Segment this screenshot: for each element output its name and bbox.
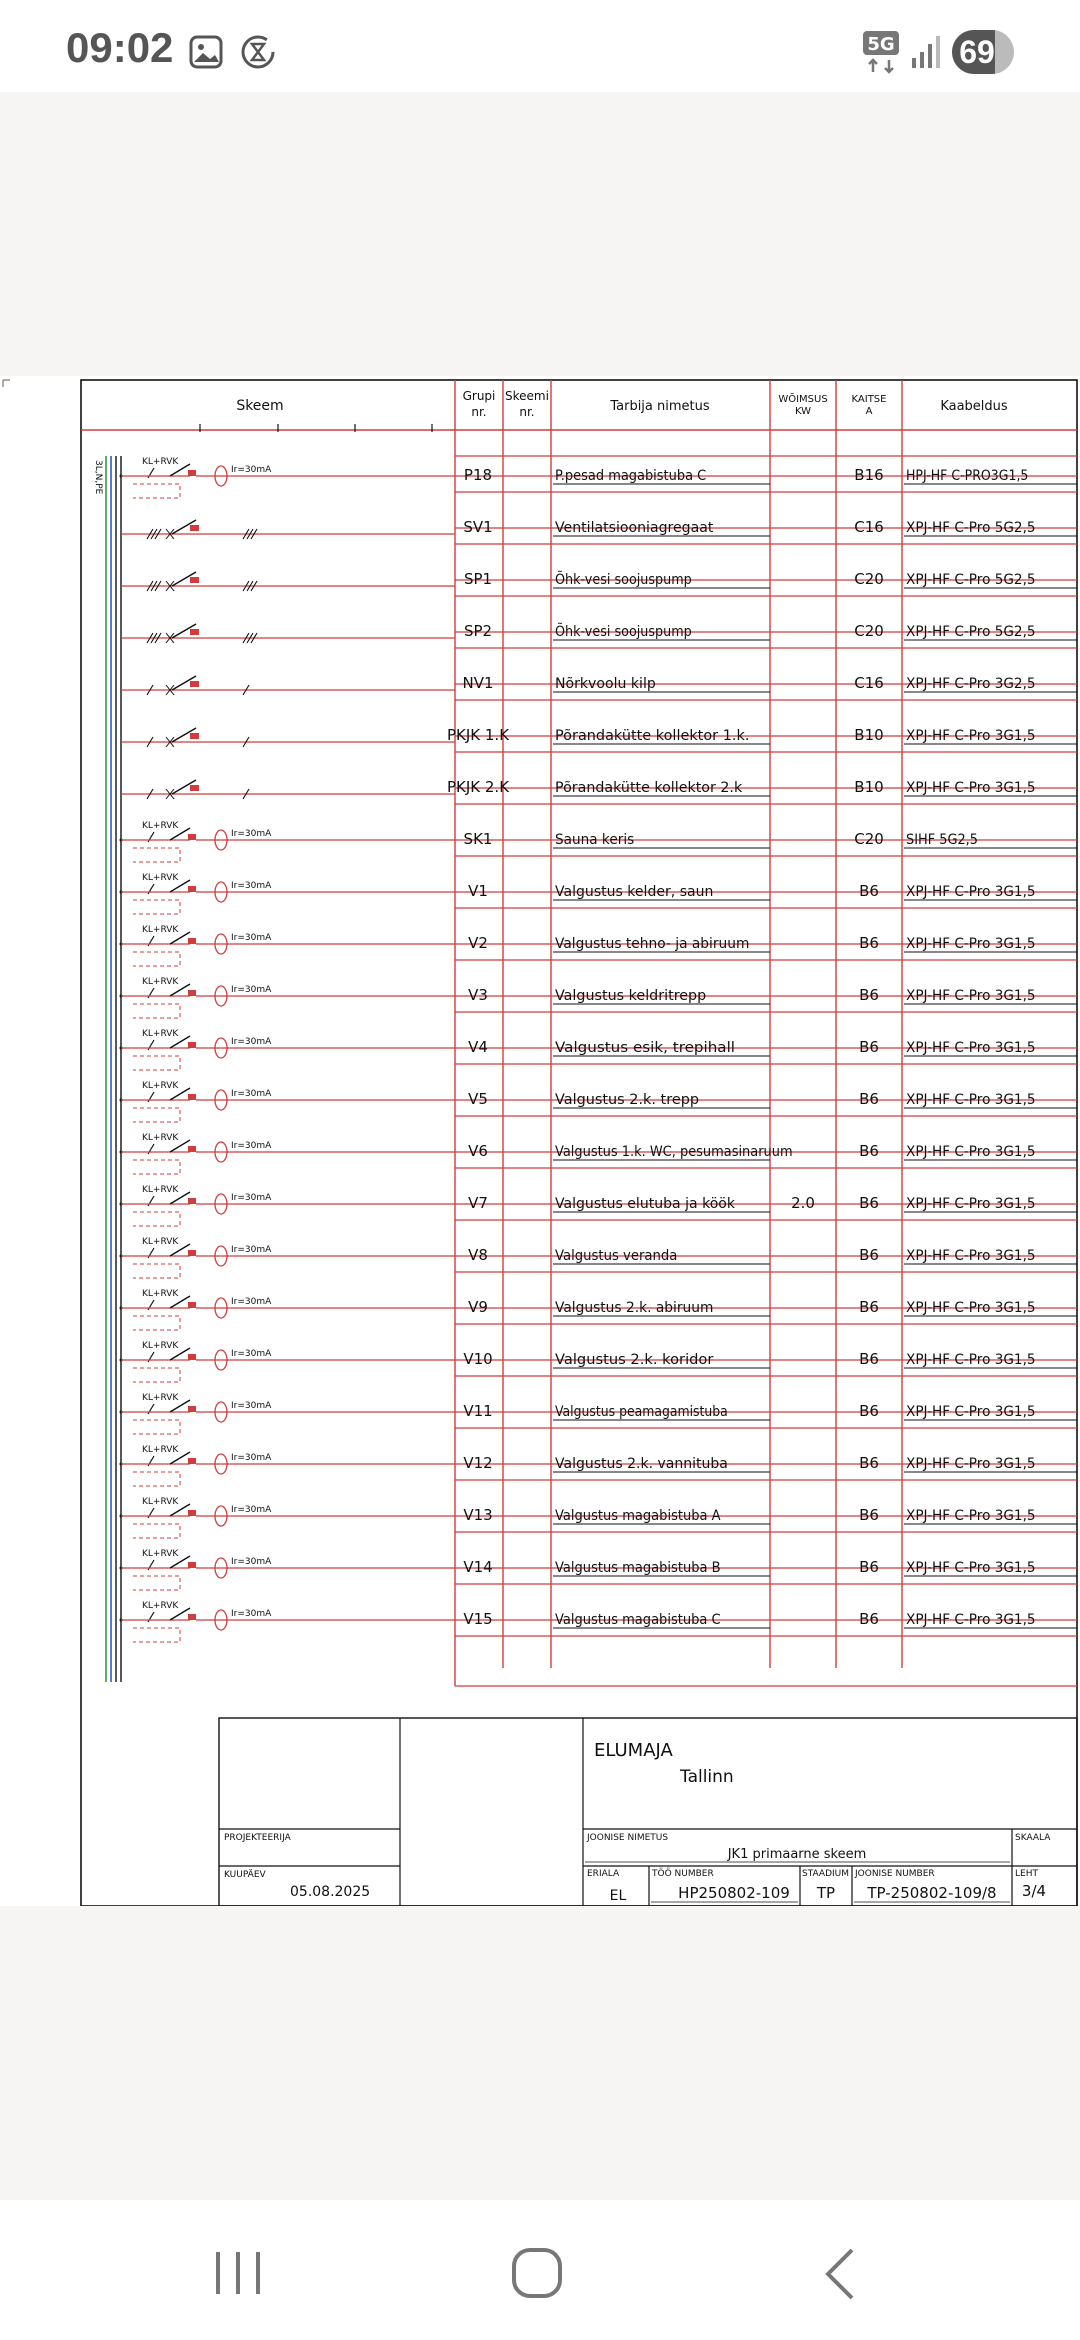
schematic-drawing	[0, 376, 1080, 1906]
header-voimsus: WÕIMSUS	[778, 394, 828, 405]
breaker-label: KL+RVK	[142, 925, 179, 935]
consumer-name: Valgustus 2.k. koridor	[555, 1352, 714, 1368]
fuse-rating: B16	[854, 466, 884, 484]
group-number: V9	[468, 1298, 488, 1316]
consumer-name: Ventilatsiooniagregaat	[555, 520, 714, 536]
rcd-label: Ir=30mA	[231, 1089, 272, 1099]
rcd-link	[133, 1264, 180, 1278]
switch-symbol	[190, 577, 199, 583]
breaker-label: KL+RVK	[142, 1081, 179, 1091]
home-icon[interactable]	[510, 2246, 566, 2300]
header-voimsus-kw: KW	[794, 406, 812, 417]
cable-type: XPJ-HF C-Pro 3G1,5	[906, 1508, 1036, 1524]
breaker-label: KL+RVK	[142, 1341, 179, 1351]
cable-type: HPJ-HF C-PRO3G1,5	[906, 468, 1029, 484]
rcd-label: Ir=30mA	[231, 829, 272, 839]
fuse-rating: B6	[859, 1038, 879, 1056]
cable-type: XPJ-HF C-Pro 3G1,5	[906, 936, 1036, 952]
group-number: V15	[463, 1610, 493, 1628]
cable-type: XPJ-HF C-Pro 3G1,5	[906, 1040, 1036, 1056]
cable-type: XPJ-HF C-Pro 3G1,5	[906, 1248, 1036, 1264]
object-location: Tallinn	[680, 1767, 734, 1787]
fuse-rating: C20	[854, 830, 884, 848]
consumer-name: Valgustus 2.k. abiruum	[555, 1300, 714, 1316]
header-grupi: Grupi	[462, 389, 496, 403]
fuse-rating: B6	[859, 1090, 879, 1108]
fuse-rating: B6	[859, 1298, 879, 1316]
fuse-rating: B6	[859, 1506, 879, 1524]
cable-type: XPJ-HF C-Pro 5G2,5	[906, 572, 1036, 588]
rcd-label: Ir=30mA	[231, 1245, 272, 1255]
breaker-label: KL+RVK	[142, 1601, 179, 1611]
rcd-link	[133, 1576, 180, 1590]
fuse-rating: B6	[859, 1610, 879, 1628]
fuse-rating: B6	[859, 1454, 879, 1472]
fuse-rating: B6	[859, 1142, 879, 1160]
group-number: V12	[463, 1454, 493, 1472]
viewer-background-bottom	[0, 1906, 1080, 2200]
leht-value: 3/4	[1021, 1882, 1047, 1900]
consumer-name: Valgustus esik, trepihall	[555, 1040, 735, 1056]
circuit-rows	[120, 457, 1078, 1642]
consumer-name: Valgustus magabistuba C	[555, 1612, 721, 1628]
group-number: V2	[468, 934, 488, 952]
joonise-number-label: JOONISE NUMBER	[855, 1869, 935, 1879]
group-number: V3	[468, 986, 488, 1004]
breaker-label: KL+RVK	[142, 1549, 179, 1559]
fuse-rating: C20	[854, 622, 884, 640]
title-block	[219, 1718, 1077, 1906]
breaker-label: KL+RVK	[142, 873, 179, 883]
busbars	[93, 456, 121, 1682]
breaker-symbol	[188, 938, 196, 944]
group-number: NV1	[462, 674, 494, 692]
breaker-label: KL+RVK	[142, 1133, 179, 1143]
group-number: P18	[463, 466, 493, 484]
header-tarbija: Tarbija nimetus	[610, 399, 710, 414]
viewer-background	[0, 92, 1080, 380]
rcd-label: Ir=30mA	[231, 881, 272, 891]
cable-type: XPJ-HF C-Pro 3G1,5	[906, 1300, 1036, 1316]
header-kaitse: KAITSE	[851, 394, 887, 405]
rcd-link	[133, 1472, 180, 1486]
breaker-label: KL+RVK	[142, 821, 179, 831]
rcd-label: Ir=30mA	[231, 1037, 272, 1047]
object-name: ELUMAJA	[594, 1740, 673, 1761]
cable-type: XPJ-HF C-Pro 5G2,5	[906, 520, 1036, 536]
consumer-name: Õhk-vesi soojuspump	[555, 624, 705, 640]
fuse-rating: B6	[859, 1558, 879, 1576]
cable-type: XPJ-HF C-Pro 3G1,5	[906, 1196, 1036, 1212]
rcd-label: Ir=30mA	[231, 985, 272, 995]
eriala-label: ERIALA	[587, 1869, 620, 1879]
breaker-symbol	[188, 990, 196, 996]
cable-type: XPJ-HF C-Pro 3G1,5	[906, 1404, 1036, 1420]
table-row	[121, 622, 1077, 643]
cable-type: XPJ-HF C-Pro 3G1,5	[906, 1352, 1036, 1368]
rcd-label: Ir=30mA	[231, 1557, 272, 1567]
cable-type: XPJ-HF C-Pro 3G1,5	[906, 780, 1036, 796]
rcd-link	[133, 952, 180, 966]
group-number: V11	[463, 1402, 493, 1420]
breaker-label: KL+RVK	[142, 457, 179, 467]
kuupaev-value: 05.08.2025	[290, 1884, 371, 1900]
power-value: 2.0	[791, 1194, 815, 1212]
rcd-link	[133, 1212, 180, 1226]
switch-symbol	[190, 629, 199, 635]
switch-symbol	[190, 525, 199, 531]
eriala-value: EL	[609, 1888, 627, 1904]
group-number: SP1	[463, 570, 493, 588]
table-row	[121, 726, 1077, 747]
rcd-label: Ir=30mA	[231, 1297, 272, 1307]
rcd-label: Ir=30mA	[231, 465, 272, 475]
consumer-name: Valgustus elutuba ja köök	[555, 1196, 736, 1212]
projekteerija-label: PROJEKTEERIJA	[224, 1833, 291, 1843]
cable-type: XPJ-HF C-Pro 3G1,5	[906, 1456, 1036, 1472]
rcd-label: Ir=30mA	[231, 1453, 272, 1463]
breaker-symbol	[188, 470, 196, 476]
cable-type: SIHF 5G2,5	[906, 832, 978, 848]
staadium-value: TP	[816, 1884, 836, 1902]
consumer-name: Valgustus peamagamistuba	[555, 1404, 728, 1420]
consumer-name: Valgustus 2.k. vannituba	[555, 1456, 728, 1472]
group-number: SV1	[463, 518, 493, 536]
cable-type: XPJ-HF C-Pro 3G1,5	[906, 1092, 1036, 1108]
recents-icon[interactable]	[210, 2248, 266, 2298]
header-skeemi: Skeemi	[505, 389, 549, 403]
gallery-icon	[188, 34, 224, 70]
breaker-label: KL+RVK	[142, 1185, 179, 1195]
breaker-symbol	[188, 1510, 196, 1516]
bus-label: 3L,N,PE	[93, 460, 103, 495]
joonise-number-value: TP-250802-109/8	[867, 1884, 997, 1902]
battery-indicator	[952, 30, 1014, 74]
rcd-link	[133, 484, 180, 498]
rcd-label: Ir=30mA	[231, 933, 272, 943]
group-number: V6	[468, 1142, 488, 1160]
fuse-rating: B6	[859, 1246, 879, 1264]
fuse-rating: B6	[859, 1350, 879, 1368]
table-row	[121, 570, 1077, 591]
breaker-symbol	[188, 1354, 196, 1360]
breaker-label: KL+RVK	[142, 1445, 179, 1455]
group-number: V4	[468, 1038, 488, 1056]
rcd-link	[133, 1056, 180, 1070]
header-grupi-nr: nr.	[471, 405, 487, 419]
battery-level: 69	[959, 34, 995, 70]
fuse-rating: B6	[859, 882, 879, 900]
header-kaabeldus: Kaabeldus	[940, 399, 1008, 414]
fuse-rating: B6	[859, 1194, 879, 1212]
consumer-name: Õhk-vesi soojuspump	[555, 572, 705, 588]
cable-type: XPJ-HF C-Pro 3G1,5	[906, 1612, 1036, 1628]
group-number: V5	[468, 1090, 488, 1108]
signal-icon	[910, 34, 944, 70]
consumer-name: Põrandakütte kollektor 2.k	[555, 780, 744, 796]
cable-type: XPJ-HF C-Pro 3G1,5	[906, 884, 1036, 900]
switch-symbol	[190, 681, 199, 687]
navigation-bar	[0, 2200, 1080, 2340]
breaker-symbol	[188, 886, 196, 892]
consumer-name: Sauna keris	[555, 832, 635, 848]
breaker-symbol	[188, 1250, 196, 1256]
consumer-name: Valgustus 2.k. trepp	[555, 1092, 700, 1108]
consumer-name: Valgustus tehno- ja abiruum	[555, 936, 750, 952]
breaker-label: KL+RVK	[142, 1237, 179, 1247]
group-number: V7	[468, 1194, 488, 1212]
group-number: SK1	[463, 830, 493, 848]
consumer-name: Valgustus magabistuba B	[555, 1560, 721, 1576]
fuse-rating: B6	[859, 934, 879, 952]
leht-label: LEHT	[1015, 1869, 1038, 1879]
fuse-rating: B10	[854, 778, 884, 796]
group-number: V1	[468, 882, 488, 900]
rcd-link	[133, 1316, 180, 1330]
table-row	[121, 674, 1077, 695]
fuse-rating: B6	[859, 986, 879, 1004]
fuse-rating: B10	[854, 726, 884, 744]
breaker-symbol	[188, 1562, 196, 1568]
group-number: SP2	[463, 622, 493, 640]
consumer-name: Nõrkvoolu kilp	[555, 676, 656, 692]
rcd-link	[133, 1420, 180, 1434]
consumer-name: Valgustus 1.k. WC, pesumasinaruum	[555, 1144, 793, 1160]
consumer-name: Valgustus veranda	[555, 1248, 678, 1264]
rcd-link	[133, 1004, 180, 1018]
breaker-symbol	[188, 1094, 196, 1100]
rcd-label: Ir=30mA	[231, 1193, 272, 1203]
back-icon[interactable]	[820, 2246, 860, 2302]
group-number: V14	[463, 1558, 493, 1576]
cable-type: XPJ-HF C-Pro 3G1,5	[906, 988, 1036, 1004]
too-number-value: HP250802-109	[678, 1884, 790, 1902]
switch-symbol	[190, 785, 199, 791]
consumer-name: P.pesad magabistuba C	[555, 468, 707, 484]
breaker-symbol	[188, 1406, 196, 1412]
status-time: 09:02	[66, 24, 174, 71]
timer-icon	[240, 34, 276, 70]
joonise-nimetus-value: JK1 primaarne skeem	[727, 1847, 867, 1862]
consumer-name: Valgustus keldritrepp	[555, 988, 707, 1004]
rcd-label: Ir=30mA	[231, 1141, 272, 1151]
group-number: V13	[463, 1506, 493, 1524]
header-skeem: Skeem	[236, 398, 284, 414]
cable-type: XPJ-HF C-Pro 3G1,5	[906, 728, 1036, 744]
breaker-label: KL+RVK	[142, 1497, 179, 1507]
breaker-label: KL+RVK	[142, 1289, 179, 1299]
fuse-rating: B6	[859, 1402, 879, 1420]
rcd-link	[133, 1160, 180, 1174]
rcd-link	[133, 848, 180, 862]
breaker-symbol	[188, 1458, 196, 1464]
drawing-sheet[interactable]	[0, 376, 1080, 1906]
rcd-link	[133, 1524, 180, 1538]
rcd-label: Ir=30mA	[231, 1609, 272, 1619]
breaker-label: KL+RVK	[142, 1393, 179, 1403]
rcd-link	[133, 900, 180, 914]
consumer-name: Valgustus kelder, saun	[555, 884, 714, 900]
breaker-symbol	[188, 834, 196, 840]
rcd-label: Ir=30mA	[231, 1349, 272, 1359]
too-number-label: TÖÖ NUMBER	[652, 1869, 714, 1879]
group-number: PKJK 2.K	[446, 778, 510, 796]
group-number: V8	[468, 1246, 488, 1264]
network-label: 5G	[867, 34, 895, 55]
cable-type: XPJ-HF C-Pro 5G2,5	[906, 624, 1036, 640]
kuupaev-label: KUUPÄEV	[224, 1870, 266, 1880]
breaker-symbol	[188, 1146, 196, 1152]
staadium-label: STAADIUM	[802, 1869, 850, 1879]
switch-symbol	[190, 733, 199, 739]
breaker-symbol	[188, 1198, 196, 1204]
cable-type: XPJ-HF C-Pro 3G2,5	[906, 676, 1036, 692]
group-number: V10	[463, 1350, 493, 1368]
fuse-rating: C16	[854, 674, 884, 692]
cable-type: XPJ-HF C-Pro 3G1,5	[906, 1560, 1036, 1576]
rcd-label: Ir=30mA	[231, 1505, 272, 1515]
rcd-link	[133, 1108, 180, 1122]
status-bar	[0, 0, 1080, 92]
header-skeemi-nr: nr.	[519, 405, 535, 419]
breaker-symbol	[188, 1042, 196, 1048]
table-row	[121, 518, 1077, 539]
table-row	[121, 778, 1077, 799]
breaker-symbol	[188, 1614, 196, 1620]
breaker-label: KL+RVK	[142, 1029, 179, 1039]
fuse-rating: C16	[854, 518, 884, 536]
skaala-label: SKAALA	[1015, 1833, 1051, 1843]
consumer-name: Valgustus magabistuba A	[555, 1508, 721, 1524]
group-number: PKJK 1.K	[446, 726, 510, 744]
header-kaitse-a: A	[865, 406, 873, 417]
fuse-rating: C20	[854, 570, 884, 588]
network-5g-icon	[862, 30, 902, 74]
rcd-label: Ir=30mA	[231, 1401, 272, 1411]
rcd-link	[133, 1368, 180, 1382]
cable-type: XPJ-HF C-Pro 3G1,5	[906, 1144, 1036, 1160]
rcd-link	[133, 1628, 180, 1642]
joonise-nimetus-label: JOONISE NIMETUS	[587, 1833, 669, 1843]
breaker-symbol	[188, 1302, 196, 1308]
consumer-name: Põrandakütte kollektor 1.k.	[555, 728, 750, 744]
breaker-label: KL+RVK	[142, 977, 179, 987]
